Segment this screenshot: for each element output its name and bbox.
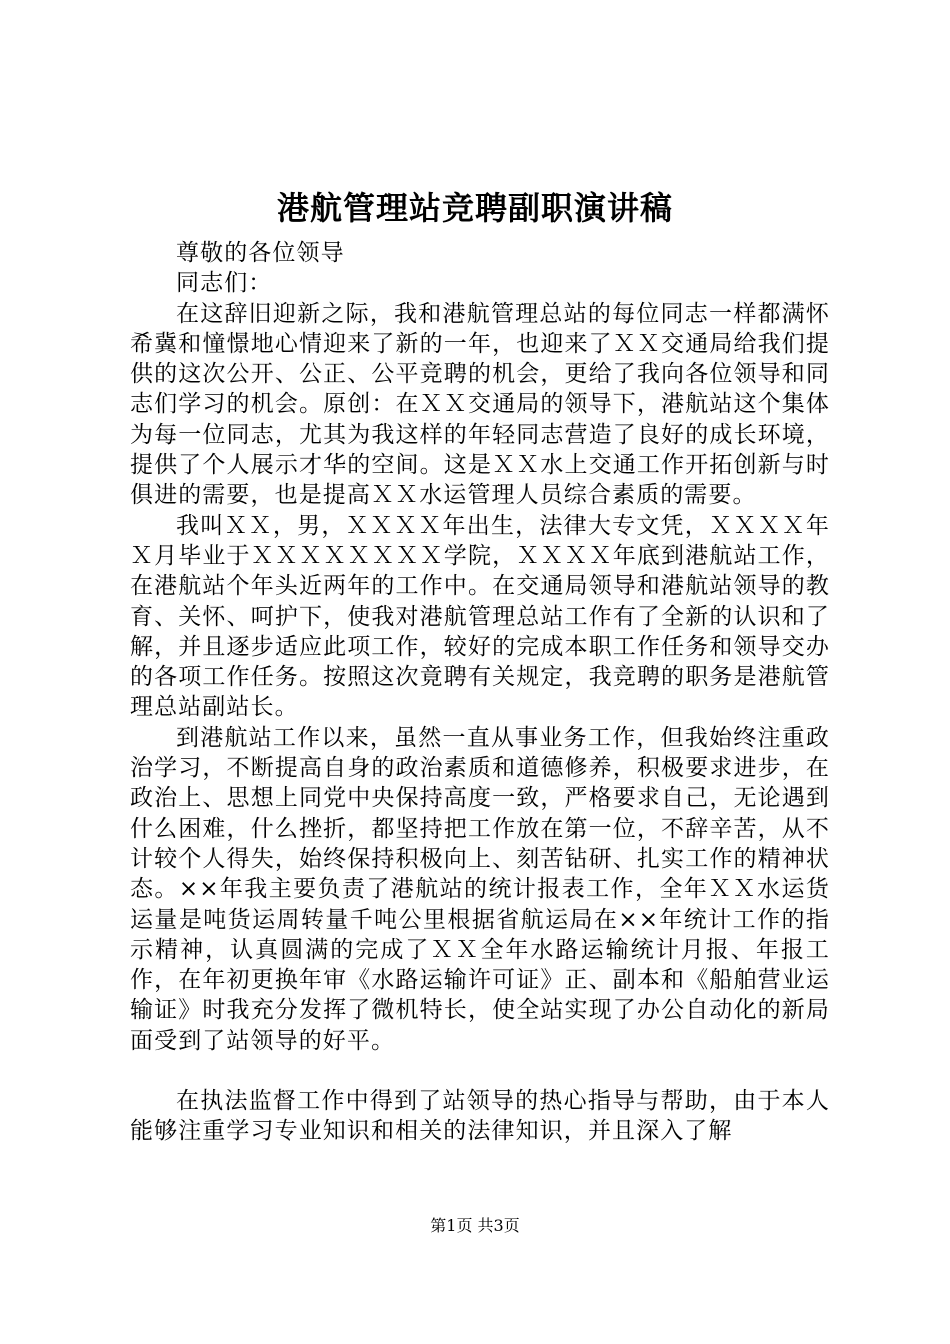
blank-line: [130, 1056, 830, 1086]
paragraph-work-record: 到港航站工作以来，虽然一直从事业务工作，但我始终注重政治学习，不断提高自身的政治素质和道德修养，积极要求进步，在政治上、思想上同党中央保持高度一致，严格要求自己，无论遇到什么困难，什么挫折，都坚持把工作放在第一位，不辞辛苦，从不计较个人得失，始终保持积极向上、刻苦钻研、扎实工作的精神状态。××年我主要负责了港航站的统计报表工作，全年ＸＸ水运货运量是吨货运周转量千吨公里根据省航运局在××年统计工作的指示精神，认真圆满的完成了ＸＸ全年水路运输统计月报、年报工作，在年初更换年审《水路运输许可证》正、副本和《船舶营业运输证》时我充分发挥了微机特长，使全站实现了办公自动化的新局面受到了站领导的好平。: [130, 724, 830, 1054]
salutation-leaders: 尊敬的各位领导: [176, 240, 345, 266]
salutation-comrades: 同志们：: [176, 270, 273, 297]
document-body: [130, 238, 830, 1147]
page-number-footer: 第1页 共3页: [430, 1216, 520, 1235]
paragraph-opening: 在这辞旧迎新之际，我和港航管理总站的每位同志一样都满怀希冀和憧憬地心情迎来了新的一年，也迎来了ＸＸ交通局给我们提供的这次公开、公正、公平竞聘的机会，更给了我向各位领导和同志们学习的机会。原创：在ＸＸ交通局的领导下，港航站这个集体为每一位同志，尤其为我这样的年轻同志营造了良好的成长环境，提供了个人展示才华的空间。这是ＸＸ水上交通工作开拓创新与时俱进的需要，也是提高ＸＸ水运管理人员综合素质的需要。: [130, 300, 830, 509]
page-title: 港航管理站竞聘副职演讲稿: [276, 189, 673, 227]
paragraph-supervision: 在执法监督工作中得到了站领导的热心指导与帮助，由于本人能够注重学习专业知识和相关的法律知识，并且深入了解: [130, 1088, 830, 1145]
paragraph-introduction: 我叫ＸＸ，男，ＸＸＸＸ年出生，法律大专文凭，ＸＸＸＸ年Ｘ月毕业于ＸＸＸＸＸＸＸＸ学院，ＸＸＸＸ年底到港航站工作，在港航站个年头近两年的工作中。在交通局领导和港航站领导的教育、关怀、呵护下，使我对港航管理总站工作有了全新的认识和了解，并且逐步适应此项工作，较好的完成本职工作任务和领导交办的各项工作任务。按照这次竟聘有关规定，我竞聘的职务是港航管理总站副站长。: [130, 512, 830, 721]
